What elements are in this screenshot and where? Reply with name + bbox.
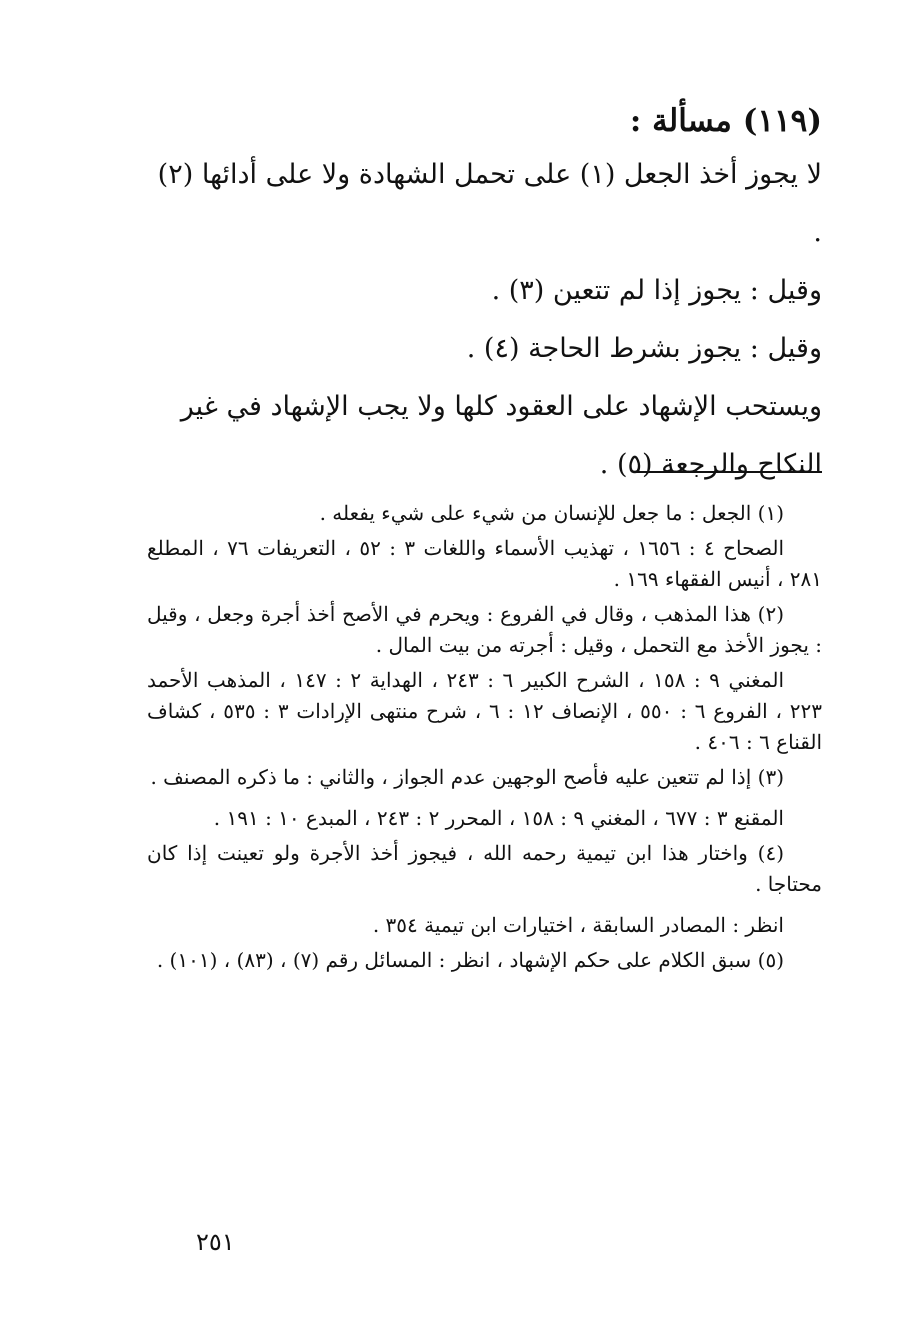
- footnotes: [147, 498, 822, 980]
- footnote-3-sources: المقنع ٣ : ٦٧٧ ، المغني ٩ : ١٥٨ ، المحرر ٢ : ٢٤٣ ، المبدع ١٠ : ١٩١ .: [213, 806, 784, 830]
- footnote-4: (٤) واختار هذا ابن تيمية رحمه الله ، فيجوز أخذ الأجرة ولو تعينت إذا كان محتاجا .: [147, 841, 822, 896]
- footnote-3: (٣) إذا لم تتعين عليه فأصح الوجهين عدم الجواز ، والثاني : ما ذكره المصنف .: [150, 765, 784, 789]
- body-paragraph-1: لا يجوز أخذ الجعل (١) على تحمل الشهادة ولا على أدائها (٢) .: [157, 159, 822, 248]
- footnote-1: (١) الجعل : ما جعل للإنسان من شيء على شيء يفعله .: [319, 501, 784, 525]
- footnote-separator: [636, 471, 822, 473]
- issue-heading: (١١٩) مسألة :: [629, 103, 822, 139]
- footnote-2: (٢) هذا المذهب ، وقال في الفروع : ويحرم في الأصح أخذ أجرة وجعل ، وقيل : يجوز الأخذ مع التحمل ، وقيل : أجرته من بيت المال .: [147, 602, 822, 657]
- footnote-5: (٥) سبق الكلام على حكم الإشهاد ، انظر : المسائل رقم (٧) ، (٨٣) ، (١٠١) .: [156, 948, 784, 972]
- page-number: ٢٥١: [196, 1228, 235, 1256]
- body-paragraph-3: وقيل : يجوز بشرط الحاجة (٤) .: [466, 333, 822, 364]
- body-paragraph-2: وقيل : يجوز إذا لم تتعين (٣) .: [491, 275, 822, 306]
- footnote-4-sources: انظر : المصادر السابقة ، اختيارات ابن تيمية ٣٥٤ .: [372, 913, 784, 937]
- main-text: [147, 96, 822, 494]
- footnote-1-sources: الصحاح ٤ : ١٦٥٦ ، تهذيب الأسماء واللغات ٣ : ٥٢ ، التعريفات ٧٦ ، المطلع ٢٨١ ، أنيس الفقهاء ١٦٩ .: [147, 536, 822, 591]
- footnote-2-sources: المغني ٩ : ١٥٨ ، الشرح الكبير ٦ : ٢٤٣ ، الهداية ٢ : ١٤٧ ، المذهب الأحمد ٢٢٣ ، الفروع ٦ : ٥٥٠ ، الإنصاف ١٢ : ٦ ، شرح منتهى الإرادات ٣ : ٥٣٥ ، كشاف القناع ٦ : ٤٠٦ .: [147, 668, 823, 754]
- body-paragraph-4: ويستحب الإشهاد على العقود كلها ولا يجب الإشهاد في غير النكاح والرجعة (٥) .: [180, 391, 822, 480]
